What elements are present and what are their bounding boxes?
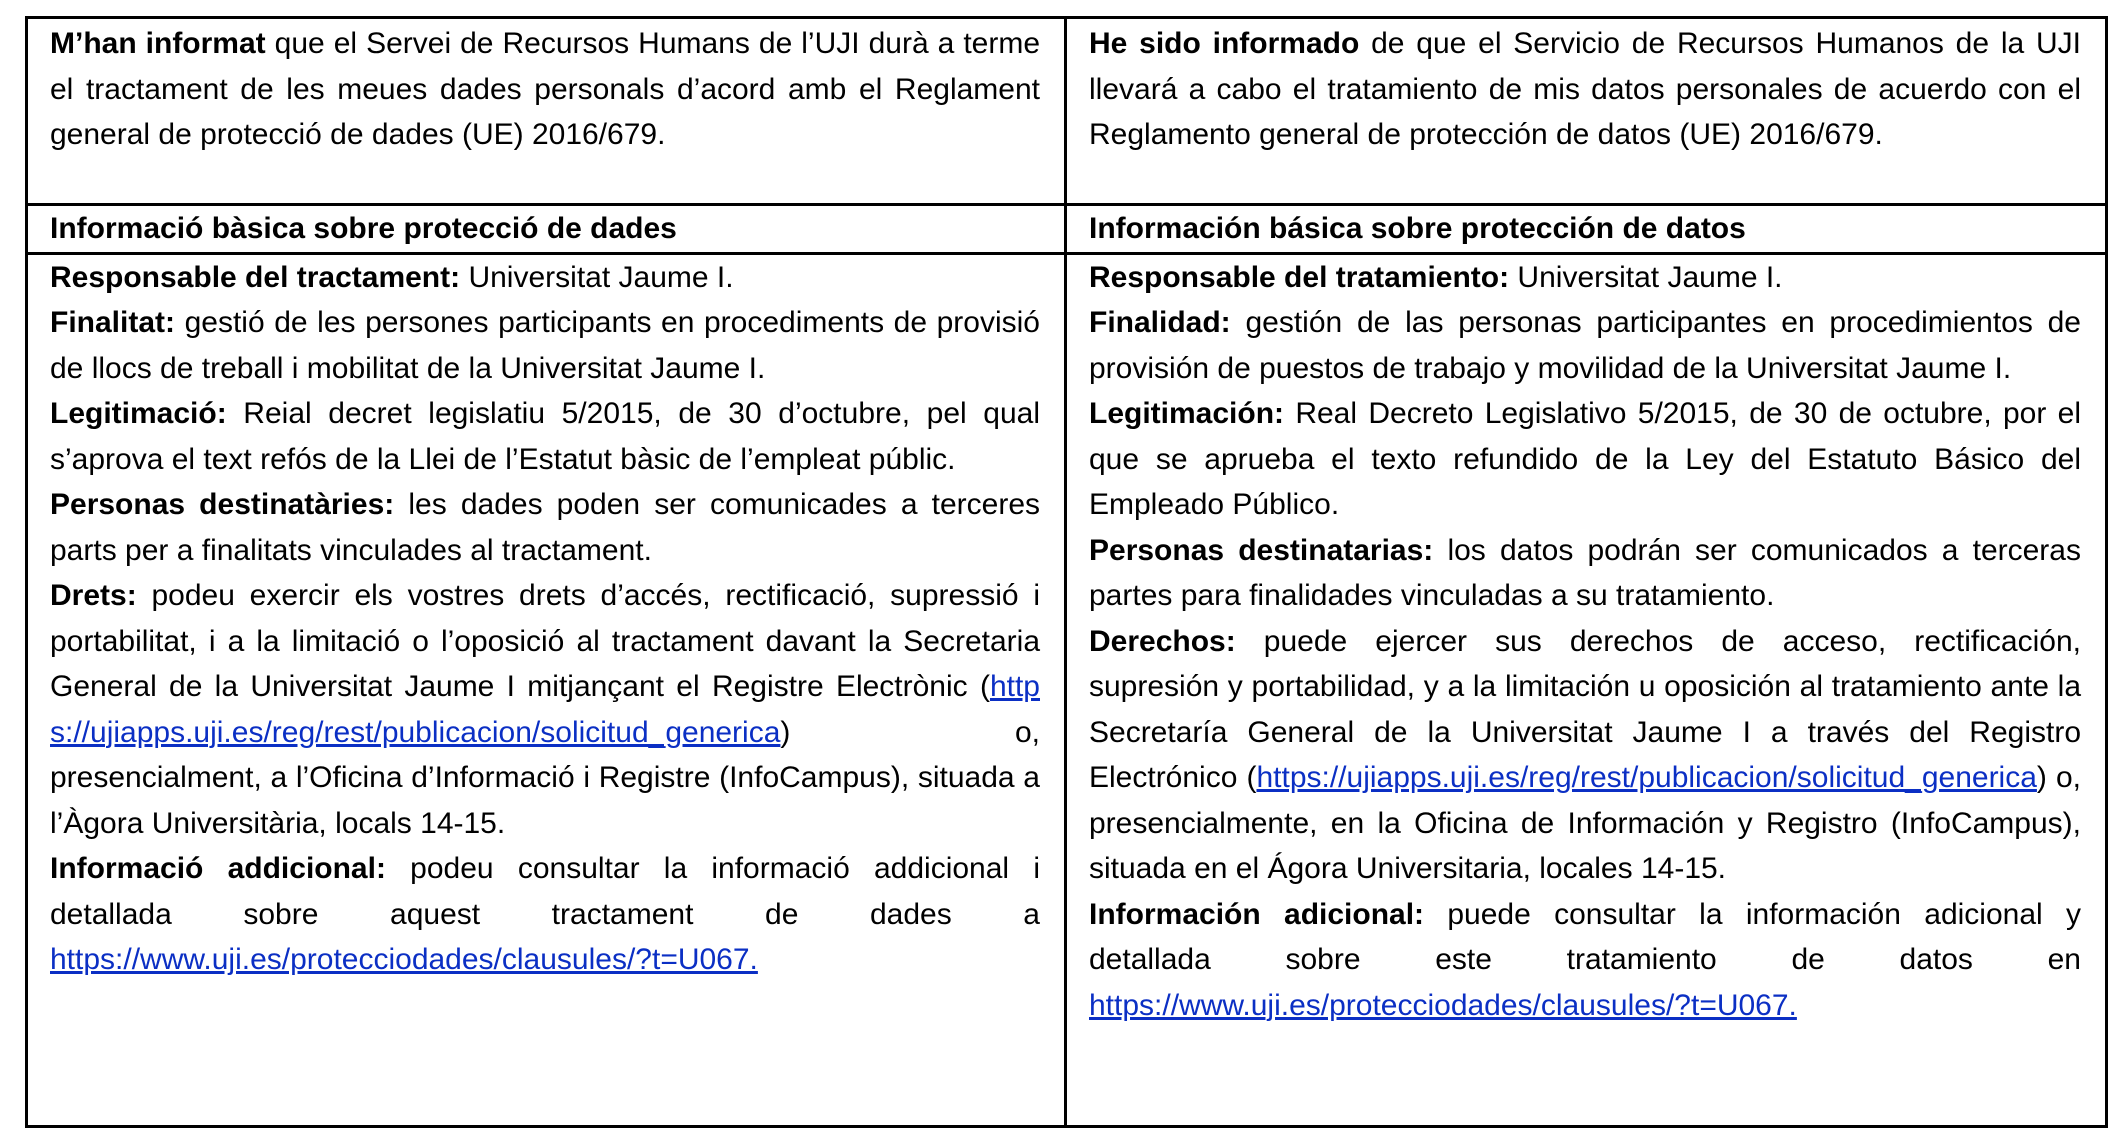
addicional-paragraph	[50, 846, 1040, 983]
body-row	[27, 253, 2107, 1127]
finalitat-label: Finalitat:	[50, 306, 175, 339]
legitimacio-text: Reial decret legislatiu 5/2015, de 30 d’octubre, pel qual s’aprova el text refós de la Llei de l’Estatut bàsic de l’empleat públic.	[50, 397, 1040, 476]
addicional-text: podeu consultar la informació addicional i detallada sobre aquest tractament de dades a	[50, 852, 1040, 931]
registre-link-catalan[interactable]: https://ujiapps.uji.es/reg/rest/publicacion/solicitud_generica	[50, 670, 1040, 749]
finalidad-label: Finalidad:	[1089, 306, 1231, 339]
drets-text-before: podeu exercir els vostres drets d’accés, rectificació, supressió i portabilitat, i a la limitació o l’oposició al tractament davant la Secretaria General de la Universitat Jaume I mitjançant el Registre Electrònic (	[50, 579, 1040, 703]
data-protection-table	[25, 16, 2108, 1128]
body-cell-catalan	[27, 253, 1066, 1127]
responsable-text-spanish: Universitat Jaume I.	[1509, 260, 1783, 294]
destinataries-label: Personas destinatàries:	[50, 488, 395, 521]
destinatarias-text: los datos podrán ser comunicados a terceras partes para finalidades vinculadas a su tratamiento.	[1089, 533, 2081, 612]
destinatarias-label: Personas destinatarias:	[1089, 533, 1434, 567]
destinataries-text: les dades poden ser comunicades a terceres parts per a finalitats vinculades al tractament.	[50, 488, 1040, 567]
clausules-link-catalan[interactable]: https://www.uji.es/protecciodades/clausules/?t=U067.	[50, 943, 758, 976]
finalidad-paragraph	[1089, 300, 2081, 391]
legitimacio-label: Legitimació:	[50, 397, 227, 430]
destinataries-paragraph	[50, 482, 1040, 573]
responsable-text-catalan: Universitat Jaume I.	[460, 260, 734, 294]
derechos-label: Derechos:	[1089, 624, 1236, 658]
legitimacion-paragraph	[1089, 391, 2081, 528]
derechos-text-after: ) o, presencialmente, en la Oficina de Información y Registro (InfoCampus), situada en el Ágora Universitaria, locales 14-15.	[1089, 761, 2081, 885]
responsable-paragraph-spanish	[1089, 255, 2081, 301]
adicional-text: puede consultar la información adicional y detallada sobre este tratamiento de datos en	[1089, 897, 2082, 976]
clausules-link-spanish[interactable]: https://www.uji.es/protecciodades/clausules/?t=U067.	[1089, 988, 1797, 1022]
header-cell-spanish: Información básica sobre protección de datos	[1066, 205, 2107, 254]
finalidad-text: gestión de las personas participantes en procedimientos de provisión de puestos de trabajo y movilidad de la Universitat Jaume I.	[1089, 306, 2081, 385]
intro-text-catalan: que el Servei de Recursos Humans de l’UJI durà a terme el tractament de les meues dades personals d’acord amb el Reglament general de protecció de dades (UE) 2016/679.	[50, 27, 1040, 151]
drets-paragraph	[50, 573, 1040, 846]
derechos-text-before: puede ejercer sus derechos de acceso, rectificación, supresión y portabilidad, y a la limitación u oposición al tratamiento ante la Secretaría General de la Universitat Jaume I a través del Registro Electrónico (	[1089, 624, 2081, 794]
responsable-label-catalan: Responsable del tractament:	[50, 260, 461, 294]
drets-text-after: ) o, presencialment, a l’Oficina d’Informació i Registre (InfoCampus), situada a l’Àgora Universitària, locals 14-15.	[50, 715, 1040, 840]
finalitat-text: gestió de les persones participants en procediments de provisió de llocs de treball i mobilitat de la Universitat Jaume I.	[50, 306, 1040, 385]
intro-text-spanish: de que el Servicio de Recursos Humanos de la UJI llevará a cabo el tratamiento de mis datos personales de acuerdo con el Reglamento general de protección de datos (UE) 2016/679.	[1089, 27, 2081, 151]
derechos-paragraph	[1089, 619, 2081, 892]
intro-bold-catalan: M’han informat	[50, 27, 266, 60]
legitimacio-paragraph	[50, 391, 1040, 482]
intro-row	[27, 18, 2107, 205]
adicional-paragraph	[1089, 892, 2081, 1029]
intro-bold-spanish: He sido informado	[1089, 27, 1360, 60]
adicional-label: Información adicional:	[1089, 897, 1425, 931]
header-row	[27, 205, 2107, 254]
destinatarias-paragraph	[1089, 528, 2081, 619]
responsable-paragraph-catalan	[50, 255, 1040, 301]
drets-label: Drets:	[50, 579, 137, 612]
body-cell-spanish	[1066, 253, 2107, 1127]
addicional-label: Informació addicional:	[50, 852, 386, 885]
intro-cell-spanish	[1066, 18, 2107, 205]
registro-link-spanish[interactable]: https://ujiapps.uji.es/reg/rest/publicacion/solicitud_generica	[1256, 761, 2037, 794]
responsable-label-spanish: Responsable del tratamiento:	[1089, 260, 1510, 294]
legitimacion-text: Real Decreto Legislativo 5/2015, de 30 de octubre, por el que se aprueba el texto refundido de la Ley del Estatuto Básico del Empleado Público.	[1089, 397, 2081, 521]
header-cell-catalan: Informació bàsica sobre protecció de dades	[27, 205, 1066, 254]
legitimacion-label: Legitimación:	[1089, 397, 1285, 430]
intro-cell-catalan	[27, 18, 1066, 205]
finalitat-paragraph	[50, 300, 1040, 391]
